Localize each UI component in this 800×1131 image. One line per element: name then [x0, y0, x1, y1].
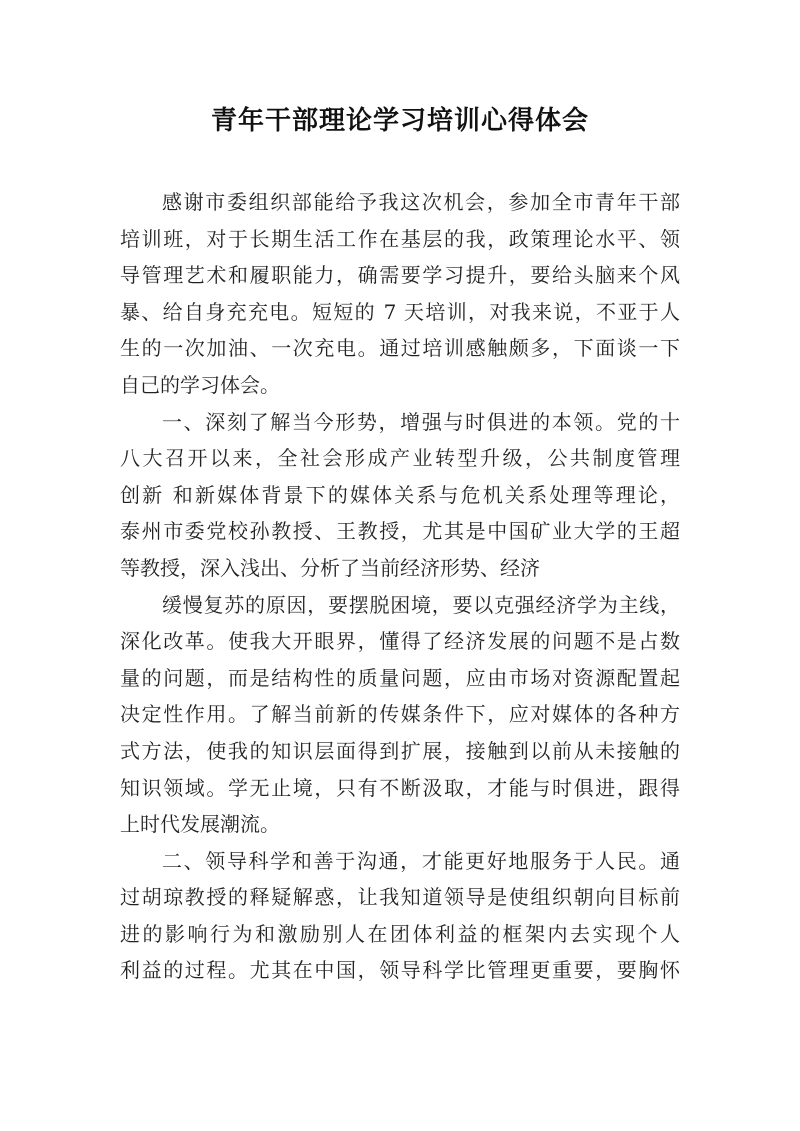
- text-line: 量的问题，而是结构性的质量问题，应由市场对资源配置起: [120, 665, 680, 690]
- text-line: 一、深刻了解当今形势，增强与时俱进的本领。党的十: [162, 409, 680, 434]
- document-body: [120, 184, 680, 989]
- text-line: 利益的过程。尤其在中国，领导科学比管理更重要，要胸怀: [120, 958, 680, 983]
- text-line: 培训班，对于长期生活工作在基层的我，政策理论水平、领: [120, 226, 680, 251]
- text-line: 自己的学习体会。: [120, 372, 280, 397]
- text-line: 决定性作用。了解当前新的传媒条件下，应对媒体的各种方: [120, 702, 680, 727]
- text-line: 知识领域。学无止境，只有不断汲取，才能与时俱进，跟得: [120, 775, 680, 800]
- text-line: 泰州市委党校孙教授、王教授，尤其是中国矿业大学的王超: [120, 519, 680, 544]
- document-title: 青年干部理论学习培训心得体会: [210, 106, 589, 136]
- text-line: 深化改革。使我大开眼界，懂得了经济发展的问题不是占数: [120, 629, 680, 654]
- text-line: 缓慢复苏的原因，要摆脱困境，要以克强经济学为主线，: [162, 592, 680, 617]
- text-line: 导管理艺术和履职能力，确需要学习提升，要给头脑来个风: [120, 263, 680, 288]
- text-line: 式方法，使我的知识层面得到扩展，接触到以前从未接触的: [120, 738, 680, 763]
- text-line: 八大召开以来，全社会形成产业转型升级，公共制度管理: [120, 446, 680, 471]
- text-line: 暴、给自身充充电。短短的 7 天培训，对我来说，不亚于人: [120, 299, 680, 324]
- text-line: 感谢市委组织部能给予我这次机会，参加全市青年干部: [162, 190, 680, 214]
- text-line: 进的影响行为和激励别人在团体利益的框架内去实现个人: [120, 921, 680, 946]
- text-line: 创新 和新媒体背景下的媒体关系与危机关系处理等理论，: [120, 482, 680, 507]
- text-line: 上时代发展潮流。: [120, 812, 280, 837]
- text-line: 生的一次加油、一次充电。通过培训感触颇多，下面谈一下: [120, 336, 680, 361]
- text-line: 等教授，深入浅出、分析了当前经济形势、经济: [120, 555, 540, 580]
- text-line: 过胡琼教授的释疑解惑，让我知道领导是使组织朝向目标前: [120, 885, 680, 910]
- text-line: 二、领导科学和善于沟通，才能更好地服务于人民。通: [162, 848, 680, 873]
